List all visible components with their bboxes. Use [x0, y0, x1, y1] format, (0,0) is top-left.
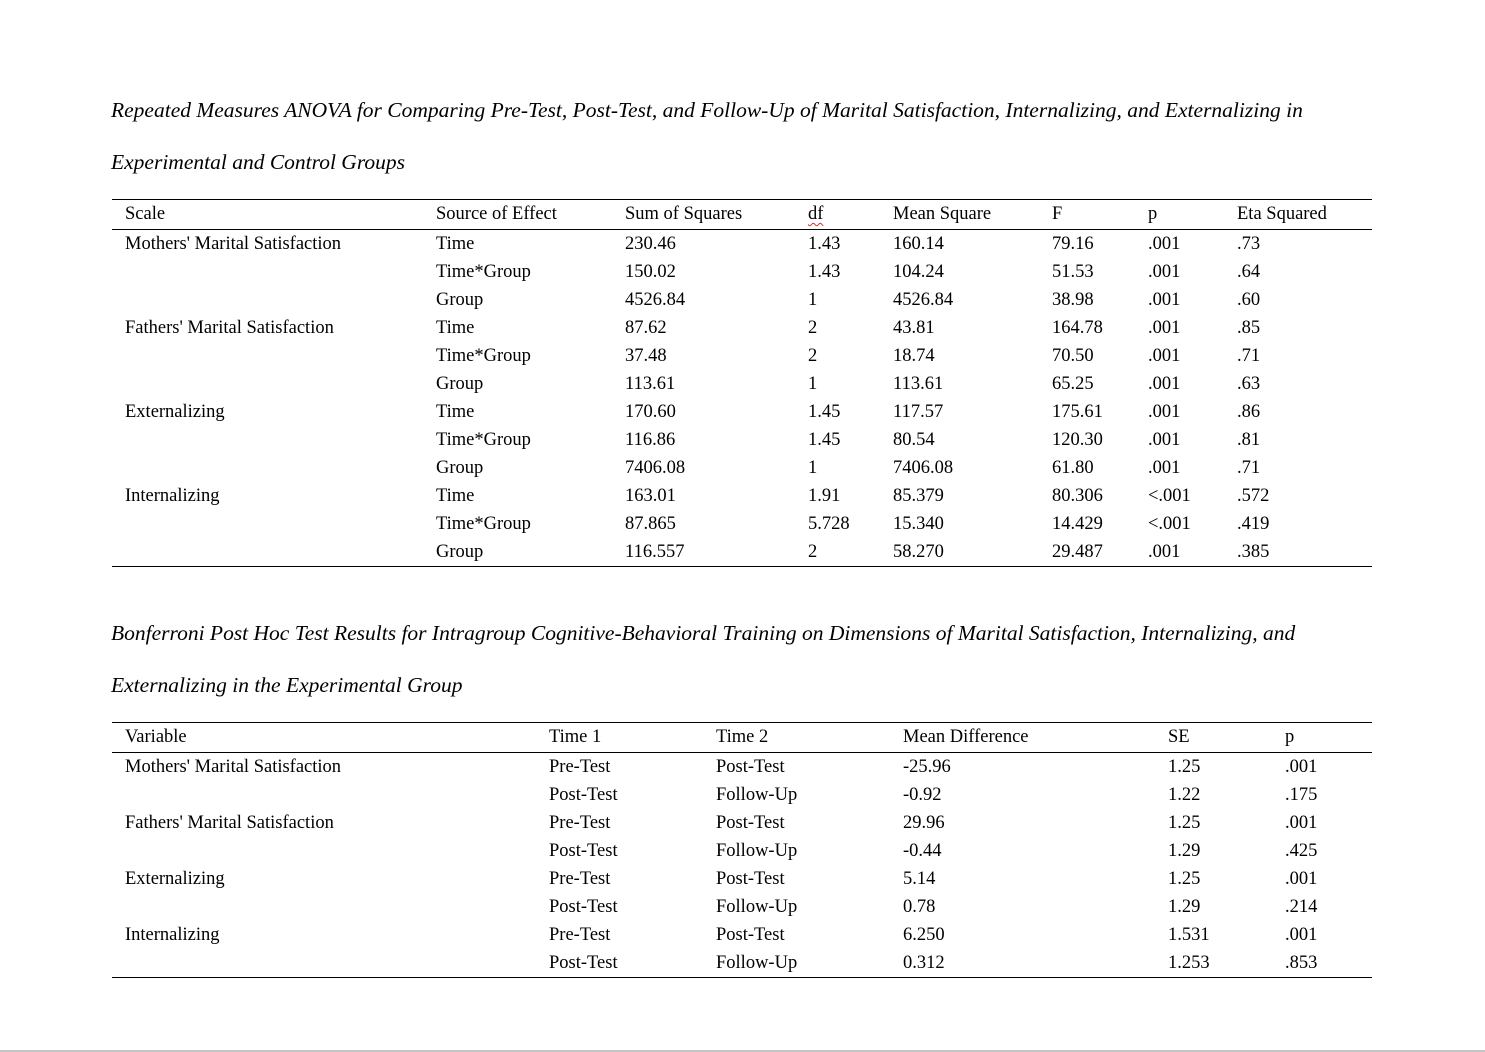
header-eta-squared: Eta Squared: [1237, 204, 1327, 224]
cell-p: .214: [1285, 897, 1318, 917]
cell-eta-squared: .71: [1237, 458, 1261, 478]
cell-f: 80.306: [1052, 486, 1103, 506]
cell-time-1: Pre-Test: [549, 757, 611, 777]
cell-sum-of-squares: 163.01: [625, 486, 676, 506]
cell-source-of-effect: Time*Group: [436, 514, 531, 534]
cell-variable: Mothers' Marital Satisfaction: [125, 757, 342, 777]
cell-f: 51.53: [1052, 262, 1094, 282]
cell-time-2: Post-Test: [716, 925, 785, 945]
cell-f: 14.429: [1052, 514, 1103, 534]
cell-df: 1: [808, 290, 818, 310]
cell-sum-of-squares: 7406.08: [625, 458, 686, 478]
table-row: [112, 314, 1372, 342]
cell-f: 79.16: [1052, 234, 1094, 254]
cell-sum-of-squares: 150.02: [625, 262, 676, 282]
bonferroni-table-body: [112, 753, 1372, 977]
cell-p: .001: [1285, 869, 1318, 889]
header-time-1: Time 1: [549, 727, 602, 747]
cell-source-of-effect: Time: [436, 234, 475, 254]
cell-df: 1: [808, 458, 818, 478]
cell-source-of-effect: Group: [436, 458, 484, 478]
cell-sum-of-squares: 87.865: [625, 514, 676, 534]
cell-mean-difference: -0.44: [903, 841, 942, 861]
cell-sum-of-squares: 116.557: [625, 542, 685, 562]
table1-caption-line: Repeated Measures ANOVA for Comparing Pre-Test, Post-Test, and Follow-Up of Marital Satisfaction, Internalizing, and Externalizing in: [111, 98, 1303, 122]
cell-sum-of-squares: 116.86: [625, 430, 676, 450]
cell-mean-difference: 6.250: [903, 925, 945, 945]
cell-time-2: Follow-Up: [716, 841, 798, 861]
cell-se: 1.253: [1168, 953, 1210, 973]
table-row: [112, 510, 1372, 538]
table-row: [112, 286, 1372, 314]
cell-mean-square: 80.54: [893, 430, 935, 450]
cell-mean-square: 18.74: [893, 346, 935, 366]
cell-df: 2: [808, 542, 818, 562]
cell-mean-difference: 0.78: [903, 897, 936, 917]
cell-mean-difference: 5.14: [903, 869, 936, 889]
table-row: [112, 949, 1372, 977]
header-p: p: [1285, 727, 1295, 747]
cell-f: 29.487: [1052, 542, 1103, 562]
table2-caption-line: Bonferroni Post Hoc Test Results for Intragroup Cognitive-Behavioral Training on Dimensions of Marital Satisfaction, Internalizing, and: [111, 621, 1296, 645]
cell-se: 1.22: [1168, 785, 1201, 805]
cell-time-1: Post-Test: [549, 953, 618, 973]
header-f: F: [1052, 204, 1063, 224]
table-row: [112, 893, 1372, 921]
cell-eta-squared: .385: [1237, 542, 1270, 562]
table-row: [112, 258, 1372, 286]
cell-p: .001: [1148, 374, 1181, 394]
cell-eta-squared: .81: [1237, 430, 1261, 450]
table2-caption-line: Externalizing in the Experimental Group: [111, 673, 463, 697]
table-row: [112, 230, 1372, 258]
cell-mean-difference: 29.96: [903, 813, 945, 833]
cell-source-of-effect: Time: [436, 318, 475, 338]
cell-time-2: Post-Test: [716, 813, 785, 833]
cell-scale: Externalizing: [125, 402, 225, 422]
cell-mean-square: 160.14: [893, 234, 944, 254]
cell-df: 5.728: [808, 514, 850, 534]
cell-mean-square: 104.24: [893, 262, 944, 282]
cell-mean-square: 4526.84: [893, 290, 954, 310]
cell-p: .853: [1285, 953, 1318, 973]
cell-time-2: Follow-Up: [716, 785, 798, 805]
header-source-of-effect: Source of Effect: [436, 204, 557, 224]
cell-mean-square: 7406.08: [893, 458, 954, 478]
table-header-row: [112, 200, 1372, 229]
cell-df: 1.43: [808, 234, 841, 254]
cell-p: .001: [1285, 757, 1318, 777]
cell-p: .001: [1148, 542, 1181, 562]
cell-variable: Fathers' Marital Satisfaction: [125, 813, 334, 833]
cell-eta-squared: .63: [1237, 374, 1261, 394]
cell-df: 2: [808, 346, 818, 366]
cell-f: 65.25: [1052, 374, 1094, 394]
bonferroni-table: [112, 722, 1372, 978]
cell-eta-squared: .419: [1237, 514, 1270, 534]
table-row: [112, 454, 1372, 482]
anova-table: [112, 199, 1372, 567]
cell-se: 1.531: [1168, 925, 1210, 945]
table-row: [112, 781, 1372, 809]
cell-scale: Fathers' Marital Satisfaction: [125, 318, 334, 338]
cell-mean-square: 117.57: [893, 402, 944, 422]
cell-se: 1.25: [1168, 869, 1201, 889]
cell-mean-square: 43.81: [893, 318, 935, 338]
cell-p: .001: [1148, 430, 1181, 450]
cell-p: .001: [1148, 402, 1181, 422]
cell-mean-difference: -0.92: [903, 785, 942, 805]
cell-time-2: Follow-Up: [716, 897, 798, 917]
cell-mean-square: 85.379: [893, 486, 944, 506]
cell-time-1: Pre-Test: [549, 869, 611, 889]
cell-df: 1.91: [808, 486, 841, 506]
cell-scale: Mothers' Marital Satisfaction: [125, 234, 342, 254]
cell-df: 1.45: [808, 402, 841, 422]
table-row: [112, 370, 1372, 398]
header-mean-difference: Mean Difference: [903, 727, 1029, 747]
cell-time-1: Pre-Test: [549, 925, 611, 945]
table-row: [112, 809, 1372, 837]
cell-p: <.001: [1148, 514, 1191, 534]
table1-caption-line: Experimental and Control Groups: [111, 150, 406, 174]
cell-mean-square: 58.270: [893, 542, 944, 562]
cell-sum-of-squares: 4526.84: [625, 290, 686, 310]
cell-source-of-effect: Time*Group: [436, 430, 531, 450]
cell-source-of-effect: Time: [436, 402, 475, 422]
table-row: [112, 482, 1372, 510]
cell-se: 1.29: [1168, 897, 1201, 917]
cell-eta-squared: .71: [1237, 346, 1261, 366]
cell-time-2: Post-Test: [716, 757, 785, 777]
cell-p: .001: [1148, 458, 1181, 478]
header-time-2: Time 2: [716, 727, 769, 747]
cell-sum-of-squares: 87.62: [625, 318, 667, 338]
cell-se: 1.29: [1168, 841, 1201, 861]
cell-source-of-effect: Time*Group: [436, 262, 531, 282]
cell-eta-squared: .572: [1237, 486, 1270, 506]
cell-time-1: Post-Test: [549, 897, 618, 917]
cell-df: 1: [808, 374, 818, 394]
cell-source-of-effect: Group: [436, 374, 484, 394]
header-df: df: [808, 204, 824, 224]
header-se: SE: [1168, 727, 1190, 747]
table-row: [112, 837, 1372, 865]
cell-source-of-effect: Group: [436, 290, 484, 310]
cell-eta-squared: .60: [1237, 290, 1261, 310]
cell-sum-of-squares: 113.61: [625, 374, 676, 394]
cell-mean-difference: 0.312: [903, 953, 945, 973]
cell-f: 38.98: [1052, 290, 1094, 310]
table-header-row: [112, 723, 1372, 752]
table-bottom-rule: [112, 566, 1372, 567]
table-bottom-rule: [112, 977, 1372, 978]
cell-p: .175: [1285, 785, 1318, 805]
cell-time-1: Post-Test: [549, 841, 618, 861]
cell-mean-difference: -25.96: [903, 757, 951, 777]
cell-p: .001: [1148, 290, 1181, 310]
cell-f: 164.78: [1052, 318, 1103, 338]
cell-p: .001: [1148, 262, 1181, 282]
table-row: [112, 398, 1372, 426]
cell-time-2: Post-Test: [716, 869, 785, 889]
cell-eta-squared: .64: [1237, 262, 1261, 282]
cell-f: 70.50: [1052, 346, 1094, 366]
header-mean-square: Mean Square: [893, 204, 992, 224]
table-row: [112, 342, 1372, 370]
cell-scale: Internalizing: [125, 486, 220, 506]
cell-eta-squared: .73: [1237, 234, 1261, 254]
table-row: [112, 538, 1372, 566]
cell-time-1: Pre-Test: [549, 813, 611, 833]
cell-p: .001: [1148, 234, 1181, 254]
cell-source-of-effect: Time: [436, 486, 475, 506]
cell-eta-squared: .86: [1237, 402, 1261, 422]
table-row: [112, 865, 1372, 893]
cell-sum-of-squares: 37.48: [625, 346, 667, 366]
cell-sum-of-squares: 170.60: [625, 402, 676, 422]
cell-source-of-effect: Group: [436, 542, 484, 562]
cell-f: 175.61: [1052, 402, 1103, 422]
cell-df: 2: [808, 318, 818, 338]
cell-p: .001: [1285, 925, 1318, 945]
table2-caption: [111, 607, 1373, 711]
header-variable: Variable: [125, 727, 187, 747]
cell-time-1: Post-Test: [549, 785, 618, 805]
cell-variable: Externalizing: [125, 869, 225, 889]
cell-p: .001: [1148, 318, 1181, 338]
cell-p: .001: [1285, 813, 1318, 833]
cell-se: 1.25: [1168, 813, 1201, 833]
cell-p: <.001: [1148, 486, 1191, 506]
cell-p: .001: [1148, 346, 1181, 366]
cell-sum-of-squares: 230.46: [625, 234, 676, 254]
cell-df: 1.43: [808, 262, 841, 282]
cell-f: 120.30: [1052, 430, 1103, 450]
cell-mean-square: 113.61: [893, 374, 944, 394]
cell-time-2: Follow-Up: [716, 953, 798, 973]
header-scale: Scale: [125, 204, 166, 224]
cell-df: 1.45: [808, 430, 841, 450]
table1-caption: [111, 84, 1373, 188]
cell-f: 61.80: [1052, 458, 1094, 478]
cell-eta-squared: .85: [1237, 318, 1261, 338]
cell-p: .425: [1285, 841, 1318, 861]
table-row: [112, 426, 1372, 454]
cell-mean-square: 15.340: [893, 514, 944, 534]
header-p: p: [1148, 204, 1158, 224]
cell-variable: Internalizing: [125, 925, 220, 945]
anova-table-body: [112, 230, 1372, 566]
cell-source-of-effect: Time*Group: [436, 346, 531, 366]
table-row: [112, 753, 1372, 781]
cell-se: 1.25: [1168, 757, 1201, 777]
table-row: [112, 921, 1372, 949]
header-sum-of-squares: Sum of Squares: [625, 204, 743, 224]
